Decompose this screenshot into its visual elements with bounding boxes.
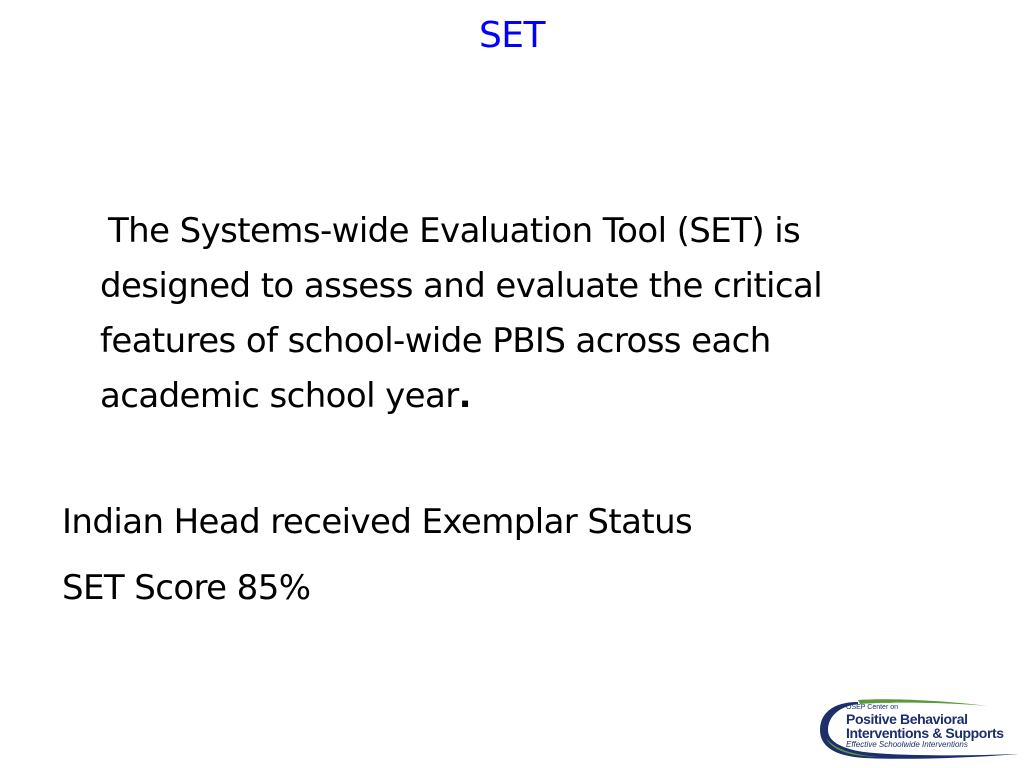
set-description-period: . xyxy=(458,376,471,416)
set-score-text: SET Score 85% xyxy=(62,568,311,608)
logo-line-2: Interventions & Supports xyxy=(846,725,1004,741)
logo-osep-line: OSEP Center on xyxy=(846,704,899,711)
pbis-logo-text xyxy=(846,704,1022,749)
slide-title: SET xyxy=(478,15,546,56)
exemplar-status-text: Indian Head received Exemplar Status xyxy=(62,502,693,542)
pbis-logo xyxy=(818,698,1022,760)
set-description xyxy=(100,204,920,424)
logo-line-1: Positive Behavioral xyxy=(846,711,968,727)
set-description-text: The Systems-wide Evaluation Tool (SET) is designed to assess and evaluate the critical features of school-wide PBIS across each academic school year xyxy=(100,211,823,416)
logo-tagline: Effective Schoolwide Interventions xyxy=(846,740,968,749)
